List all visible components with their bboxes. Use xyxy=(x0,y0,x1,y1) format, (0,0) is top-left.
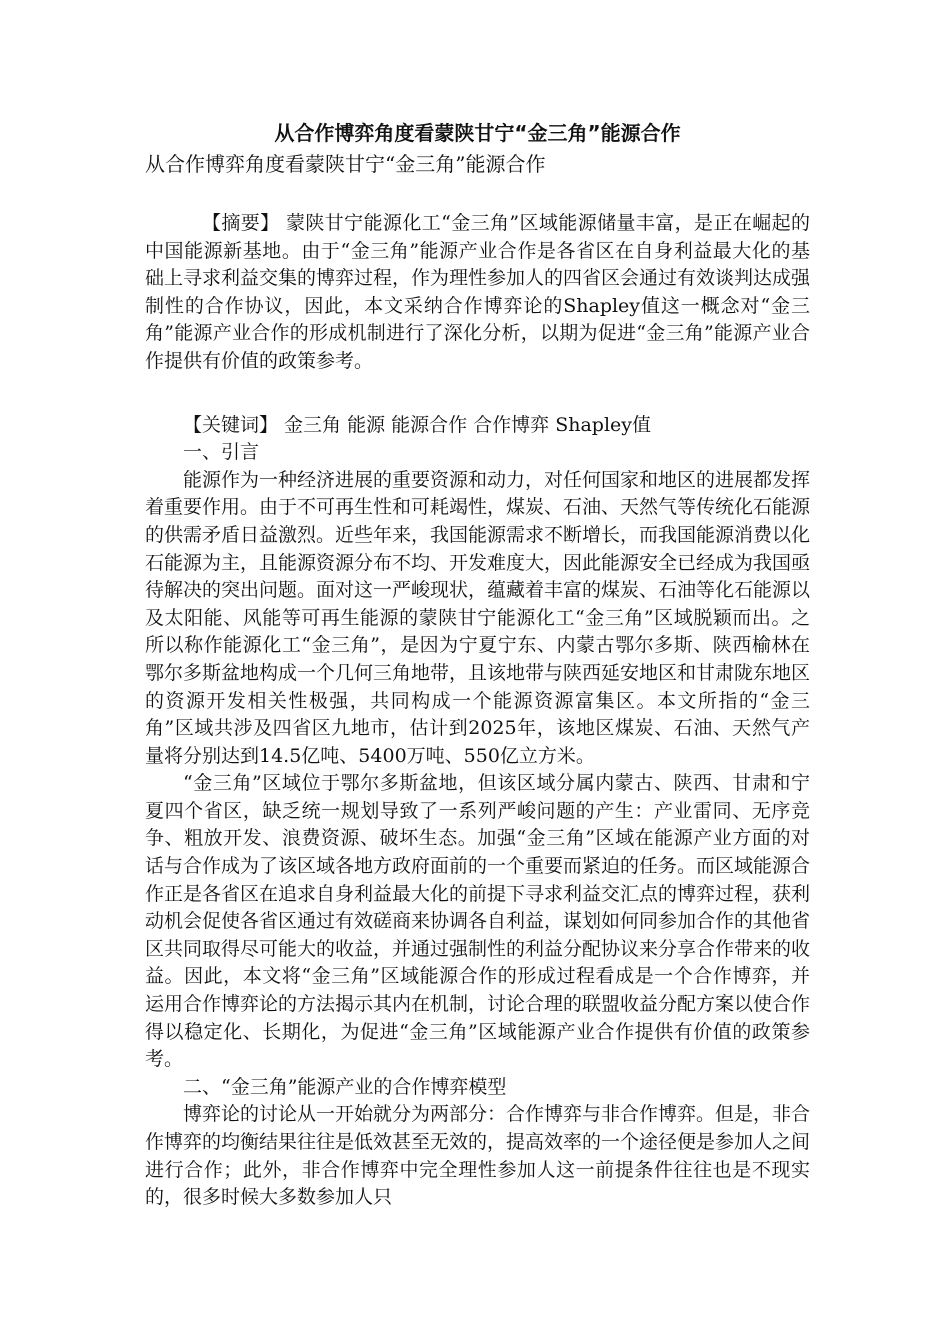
spacer xyxy=(145,376,810,412)
keywords-line: 【关键词】 金三角 能源 能源合作 合作博弈 Shapley值 xyxy=(183,413,651,436)
document-page xyxy=(145,117,810,1212)
spacer xyxy=(145,179,810,210)
body-paragraph: 能源作为一种经济进展的重要资源和动力，对任何国家和地区的进展都发挥着重要作用。由于不可再生性和可耗竭性，煤炭、石油、天然气等传统化石能源的供需矛盾日益激烈。近些年来，我国能源需求不断增长，而我国能源消费以化石能源为主，且能源资源分布不均、开发难度大，因此能源安全已经成为我国亟待解决的突出问题。面对这一严峻现状，蕴藏着丰富的煤炭、石油等化石能源以及太阳能、风能等可再生能源的蒙陕甘宁能源化工“金三角”区域脱颖而出。之所以称作能源化工“金三角”，是因为宁夏宁东、内蒙古鄂尔多斯、陕西榆林在鄂尔多斯盆地构成一个几何三角地带，且该地带与陕西延安地区和甘肃陇东地区的资源开发相关性极强，共同构成一个能源资源富集区。本文所指的“金三角”区域共涉及四省区九地市，估计到2025年，该地区煤炭、石油、天然气产量将分别达到14.5亿吨、5400万吨、550亿立方米。 xyxy=(145,468,811,767)
document-subtitle: 从合作博弈角度看蒙陕甘宁“金三角”能源合作 xyxy=(145,152,546,176)
abstract-paragraph: 【摘要】 蒙陕甘宁能源化工“金三角”区域能源储量丰富，是正在崛起的中国能源新基地。由于“金三角”能源产业合作是各省区在自身利益最大化的基础上寻求利益交集的博弈过程，作为理性参加人的四省区会通过有效谈判达成强制性的合作协议，因此，本文采纳合作博弈论的Shapley值这一概念对“金三角”能源产业合作的形成机制进行了深化分析，以期为促进“金三角”能源产业合作提供有价值的政策参考。 xyxy=(145,212,811,372)
document-title: 从合作博弈角度看蒙陕甘宁“金三角”能源合作 xyxy=(274,121,681,145)
section-heading-model: 二、“金三角”能源产业的合作博弈模型 xyxy=(183,1075,507,1098)
body-paragraph: 博弈论的讨论从一开始就分为两部分：合作博弈与非合作博弈。但是，非合作博弈的均衡结果往往是低效甚至无效的，提高效率的一个途径便是参加人之间进行合作；此外，非合作博弈中完全理性参加人这一前提条件往往也是不现实的，很多时候大多数参加人只 xyxy=(145,1103,811,1209)
section-heading-introduction: 一、引言 xyxy=(183,441,260,464)
body-paragraph: “金三角”区域位于鄂尔多斯盆地，但该区域分属内蒙古、陕西、甘肃和宁夏四个省区，缺乏统一规划导致了一系列严峻问题的产生：产业雷同、无序竞争、粗放开发、浪费资源、破坏生态。加强“金三角”区域在能源产业方面的对话与合作成为了该区域各地方政府面前的一个重要而紧迫的任务。而区域能源合作正是各省区在追求自身利益最大化的前提下寻求利益交汇点的博弈过程，获利动机会促使各省区通过有效磋商来协调各自利益，谋划如何同参加合作的其他省区共同取得尽可能大的收益，并通过强制性的利益分配协议来分享合作带来的收益。因此，本文将“金三角”区域能源合作的形成过程看成是一个合作博弈，并运用合作博弈论的方法揭示其内在机制，讨论合理的联盟收益分配方案以使合作得以稳定化、长期化，为促进“金三角”区域能源产业合作提供有价值的政策参考。 xyxy=(145,772,811,1071)
